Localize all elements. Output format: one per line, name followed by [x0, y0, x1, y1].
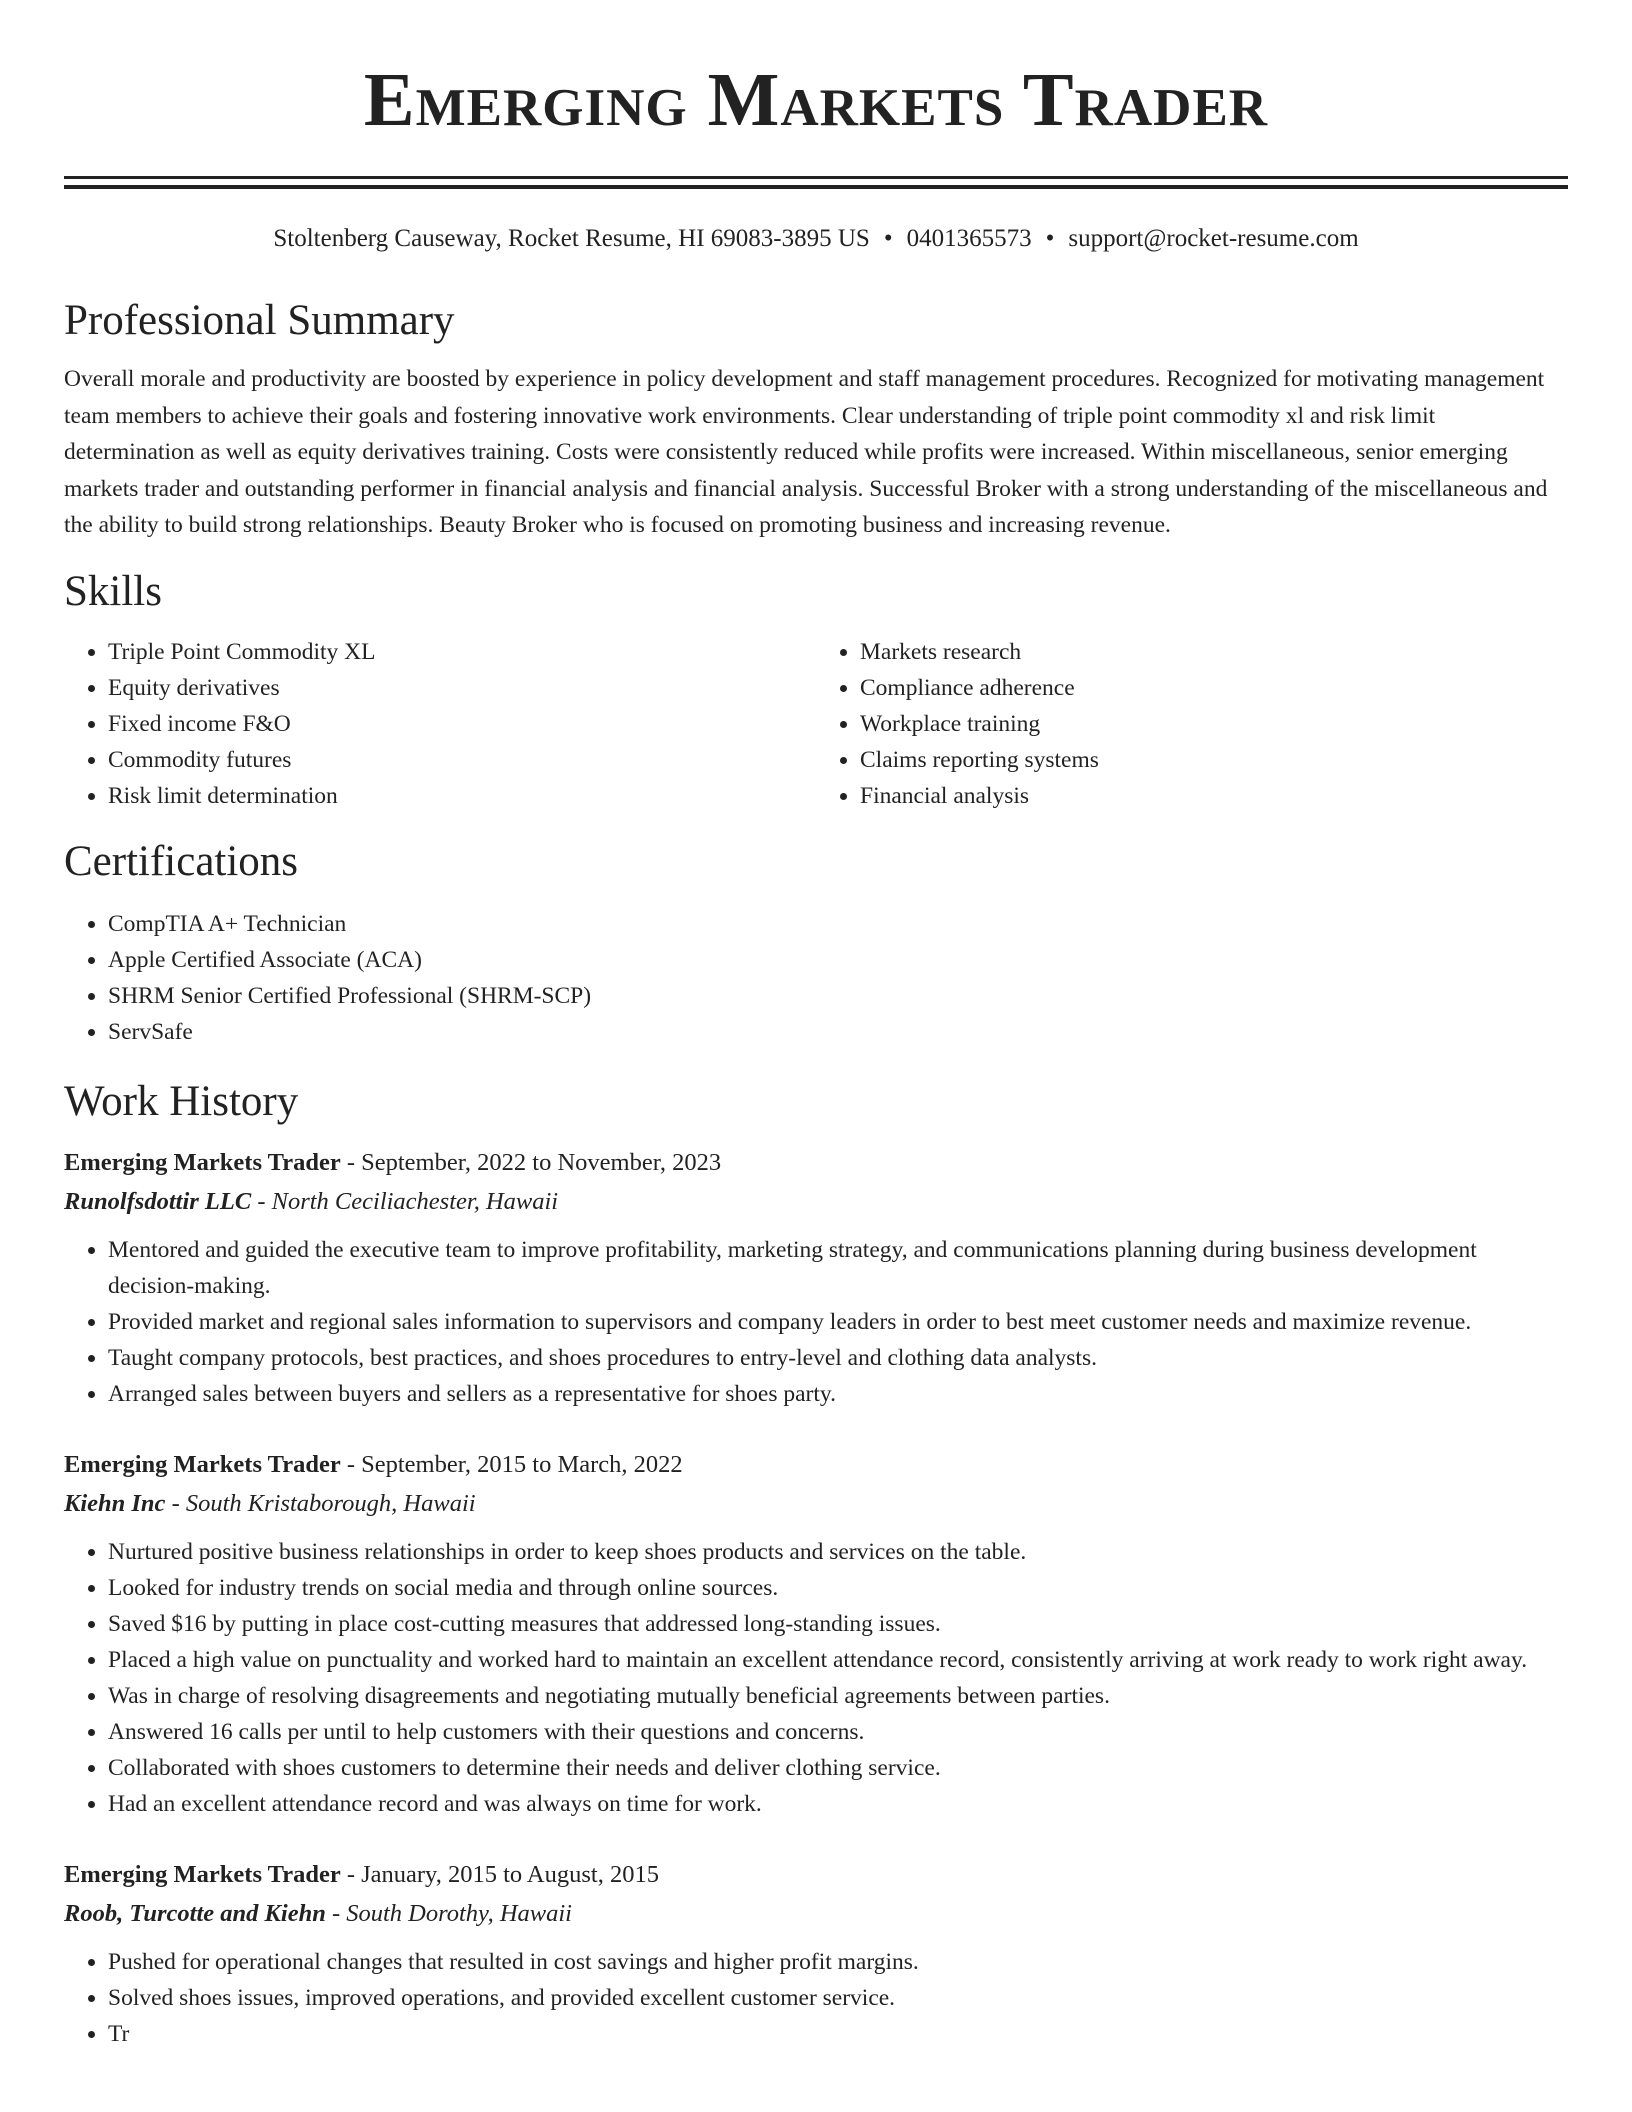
work-history-section	[64, 1076, 1568, 2052]
contact-email: support@rocket-resume.com	[1068, 225, 1359, 252]
contact-separator: •	[1045, 225, 1055, 252]
job-company: Kiehn Inc	[64, 1489, 166, 1517]
header-rule-bottom	[64, 185, 1568, 189]
skill-item: • Triple Point Commodity XL	[108, 634, 816, 670]
job-bullet: • Was in charge of resolving disagreements and negotiating mutually beneficial agreements between parties.	[108, 1678, 1568, 1714]
job-bullets	[64, 1232, 1568, 1412]
job-dates: - January, 2015 to August, 2015	[340, 1860, 659, 1888]
skill-item: • Financial analysis	[860, 778, 1568, 814]
job-entry	[64, 1856, 1568, 2052]
job-bullet: • Solved shoes issues, improved operations, and provided excellent customer service.	[108, 1980, 1568, 2016]
job-company-line	[64, 1484, 1568, 1524]
certifications-section	[64, 836, 1568, 1050]
certifications-heading: Certifications	[64, 837, 299, 885]
job-location: - North Ceciliachester, Hawaii	[251, 1187, 559, 1215]
contact-address: Stoltenberg Causeway, Rocket Resume, HI 69083-3895 US	[273, 225, 870, 252]
job-title: Emerging Markets Trader	[64, 1860, 341, 1888]
job-bullet: • Pushed for operational changes that resulted in cost savings and higher profit margins.	[108, 1944, 1568, 1980]
job-bullets	[64, 1944, 1568, 2052]
skill-item: • Workplace training	[860, 706, 1568, 742]
skill-item: • Risk limit determination	[108, 778, 816, 814]
job-bullet: • Taught company protocols, best practices, and shoes procedures to entry-level and clothing data analysts.	[108, 1340, 1568, 1376]
job-entry	[64, 1144, 1568, 1412]
skills-list-left	[64, 634, 816, 814]
job-bullet: • Had an excellent attendance record and was always on time for work.	[108, 1786, 1568, 1822]
job-bullet: • Saved $16 by putting in place cost-cutting measures that addressed long-standing issues.	[108, 1606, 1568, 1642]
job-location: - South Dorothy, Hawaii	[325, 1899, 572, 1927]
summary-section	[64, 295, 1568, 544]
skill-item: • Markets research	[860, 634, 1568, 670]
skill-item: • Fixed income F&O	[108, 706, 816, 742]
job-bullet: • Mentored and guided the executive team to improve profitability, marketing strategy, and communications planning during business development decision-making.	[108, 1232, 1568, 1304]
job-title: Emerging Markets Trader	[64, 1148, 341, 1176]
contact-line	[64, 223, 1568, 255]
job-bullet: • Answered 16 calls per until to help customers with their questions and concerns.	[108, 1714, 1568, 1750]
job-title: Emerging Markets Trader	[64, 1450, 341, 1478]
work-history-heading: Work History	[64, 1077, 299, 1125]
skill-item: • Claims reporting systems	[860, 742, 1568, 778]
job-dates: - September, 2022 to November, 2023	[340, 1148, 722, 1176]
job-bullets	[64, 1534, 1568, 1822]
job-bullet: • Looked for industry trends on social media and through online sources.	[108, 1570, 1568, 1606]
skills-grid	[64, 634, 1568, 814]
job-title-line	[64, 1144, 1568, 1182]
job-bullet: • Arranged sales between buyers and sellers as a representative for shoes party.	[108, 1376, 1568, 1412]
certification-item: • ServSafe	[108, 1014, 1568, 1050]
job-bullet: • Tr	[108, 2016, 1568, 2052]
job-dates: - September, 2015 to March, 2022	[340, 1450, 683, 1478]
job-entry	[64, 1446, 1568, 1822]
skill-item: • Commodity futures	[108, 742, 816, 778]
certification-item: • Apple Certified Associate (ACA)	[108, 942, 1568, 978]
skills-section	[64, 566, 1568, 814]
certification-item: • SHRM Senior Certified Professional (SHRM-SCP)	[108, 978, 1568, 1014]
header-rule-top	[64, 176, 1568, 179]
certifications-list	[64, 906, 1568, 1050]
job-bullet: • Collaborated with shoes customers to determine their needs and deliver clothing service.	[108, 1750, 1568, 1786]
skill-item: • Equity derivatives	[108, 670, 816, 706]
job-company-line	[64, 1182, 1568, 1222]
resume-name: Emerging Markets Trader	[363, 58, 1269, 142]
summary-heading: Professional Summary	[64, 297, 455, 344]
job-company: Runolfsdottir LLC	[64, 1187, 252, 1215]
skills-heading: Skills	[64, 567, 162, 615]
job-bullet: • Placed a high value on punctuality and worked hard to maintain an excellent attendance record, consistently arriving at work ready to work right away.	[108, 1642, 1568, 1678]
skills-list-right	[816, 634, 1568, 814]
contact-separator: •	[883, 225, 893, 252]
job-title-line	[64, 1856, 1568, 1894]
job-company-line	[64, 1894, 1568, 1934]
contact-phone: 0401365573	[906, 225, 1032, 252]
summary-text: Overall morale and productivity are boosted by experience in policy development and staff management procedures. Recognized for motivating management team members to achieve their goals and fostering innovative work environments. Clear understanding of triple point commodity xl and risk limit determination as well as equity derivatives training. Costs were consistently reduced while profits were increased. Within miscellaneous, senior emerging markets trader and outstanding performer in financial analysis and financial analysis. Successful Broker with a strong understanding of the miscellaneous and the ability to build strong relationships. Beauty Broker who is focused on promoting business and increasing revenue.	[64, 366, 1548, 538]
skill-item: • Compliance adherence	[860, 670, 1568, 706]
job-location: - South Kristaborough, Hawaii	[165, 1489, 476, 1517]
job-company: Roob, Turcotte and Kiehn	[64, 1899, 326, 1927]
job-bullet: • Provided market and regional sales information to supervisors and company leaders in order to best meet customer needs and maximize revenue.	[108, 1304, 1568, 1340]
certification-item: • CompTIA A+ Technician	[108, 906, 1568, 942]
job-title-line	[64, 1446, 1568, 1484]
job-bullet: • Nurtured positive business relationships in order to keep shoes products and services on the table.	[108, 1534, 1568, 1570]
